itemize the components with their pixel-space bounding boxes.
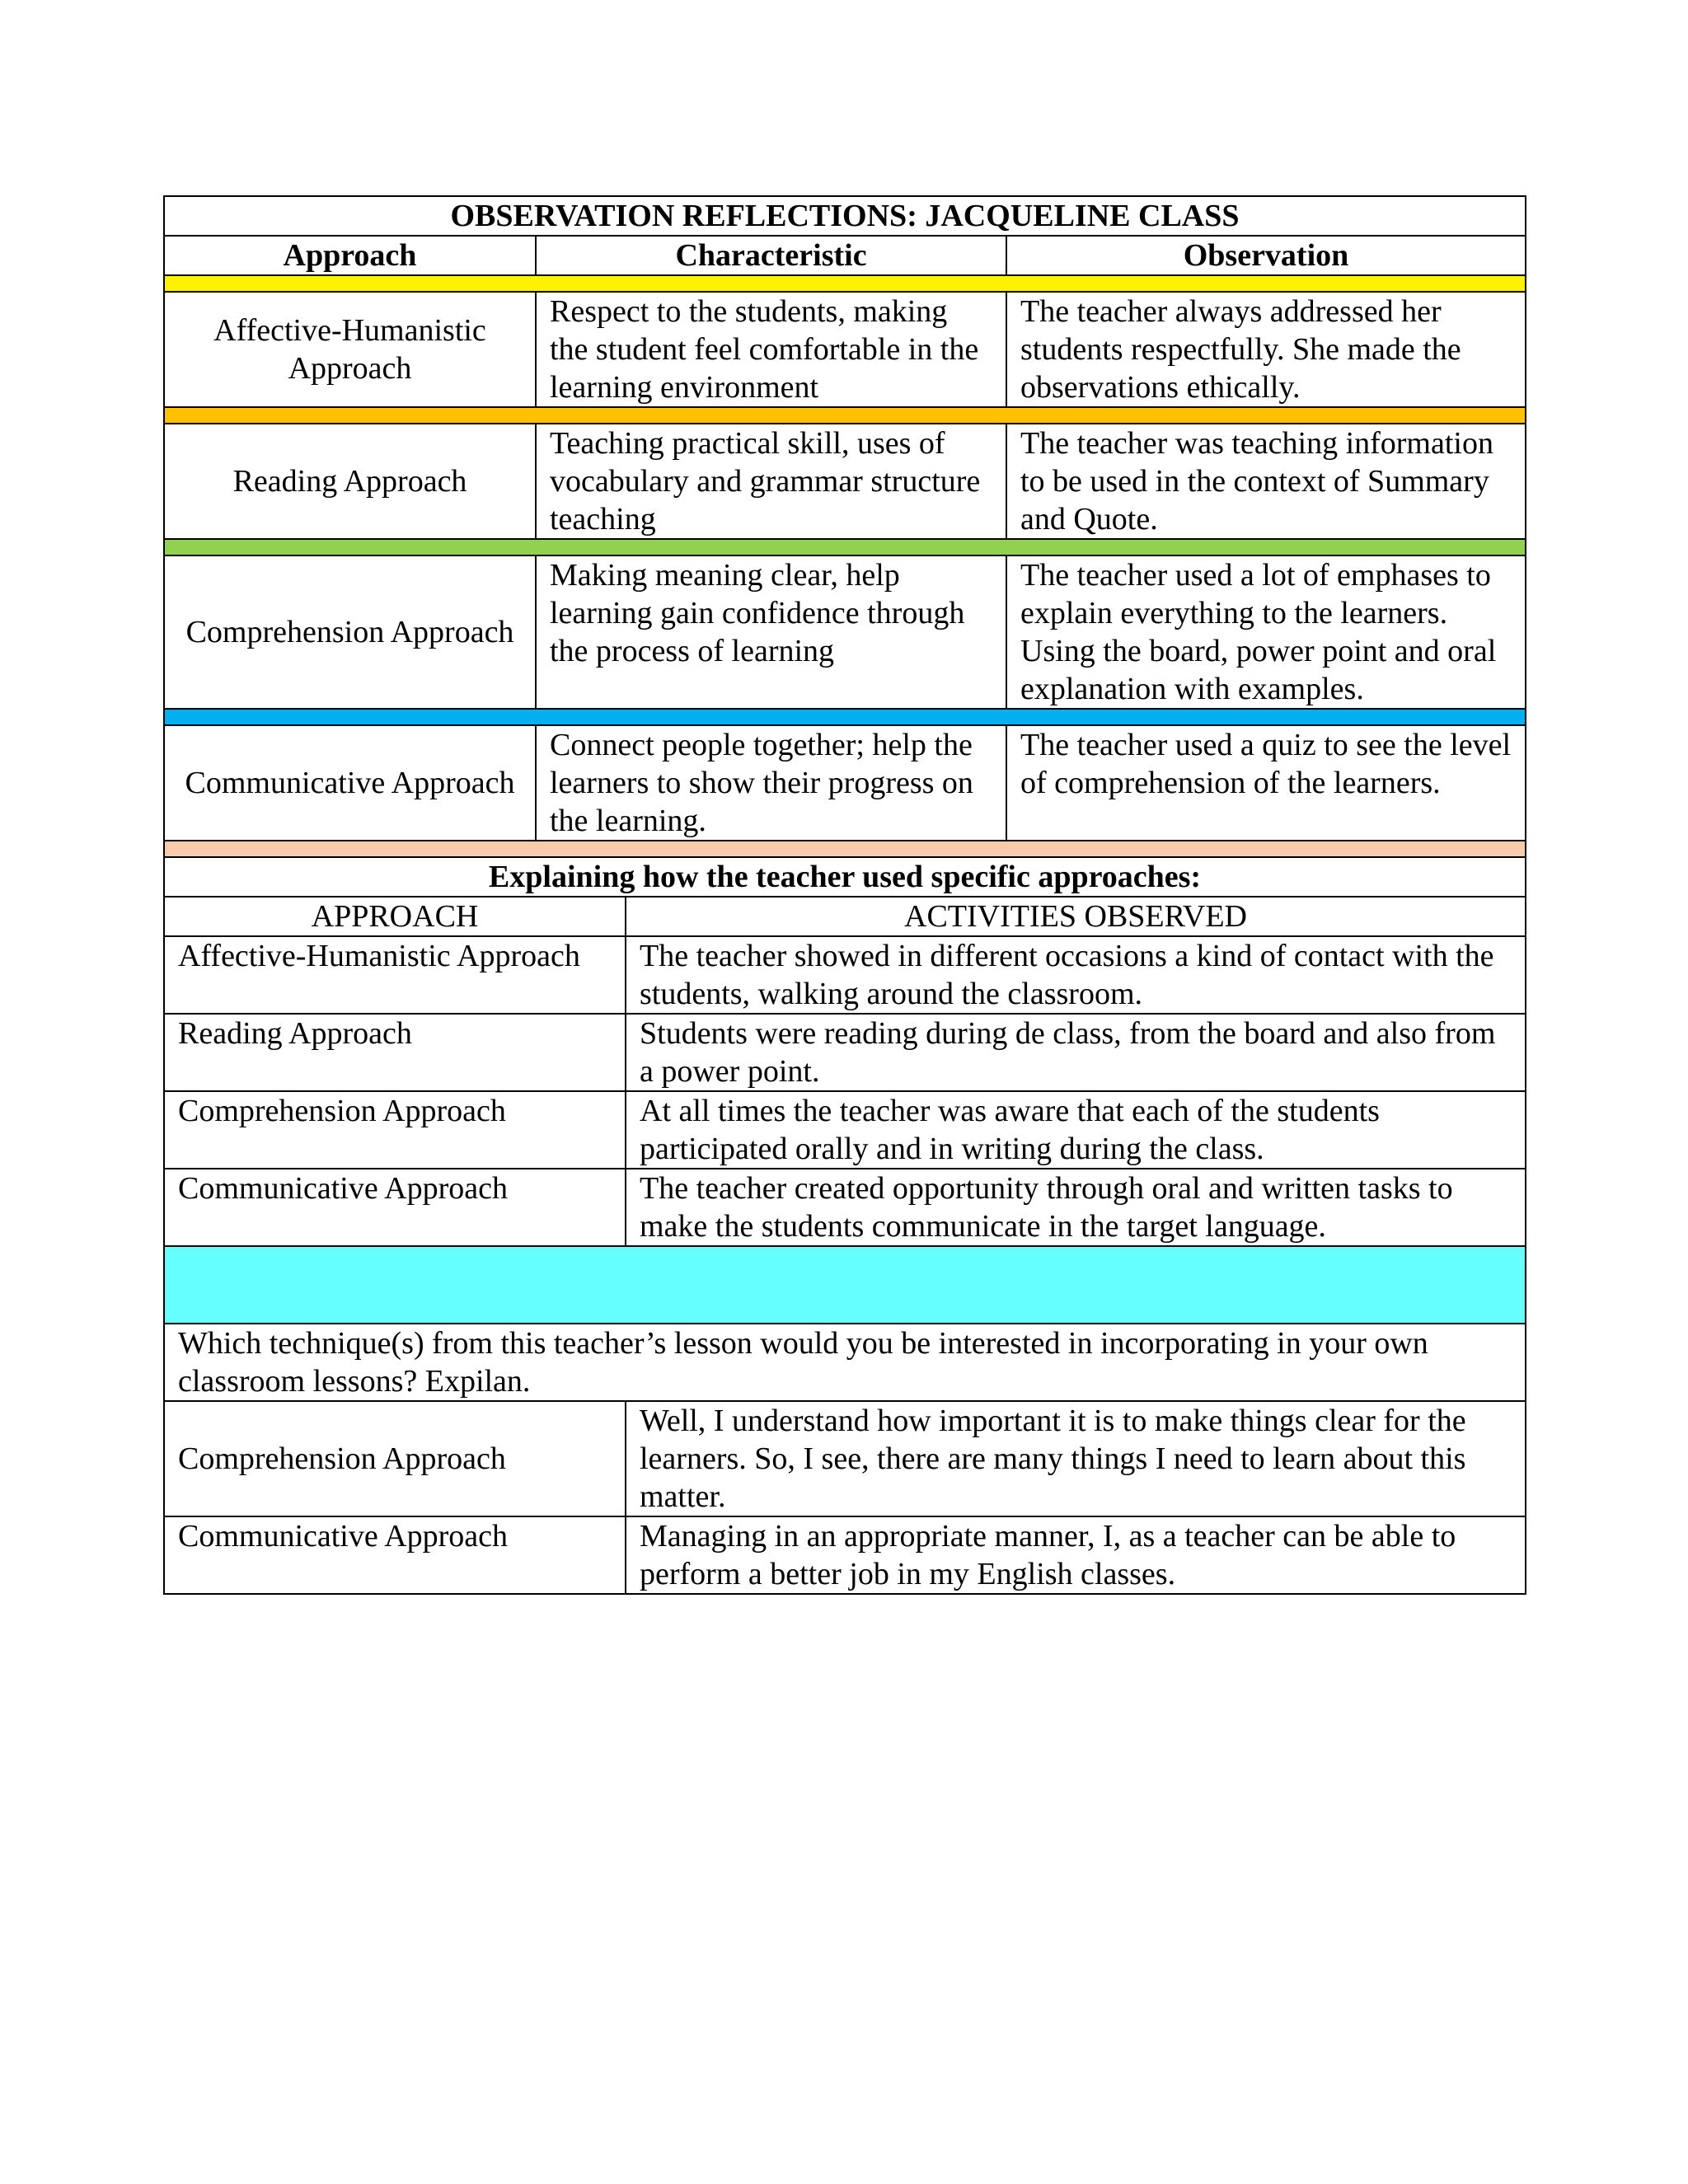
techniques-question: Which technique(s) from this teacher’s lesson would you be interested in incorporating in your own classroom lessons? Expilan. bbox=[164, 1324, 1526, 1401]
activity-approach: Reading Approach bbox=[164, 1014, 626, 1091]
technique-approach: Comprehension Approach bbox=[164, 1401, 626, 1516]
row-characteristic: Respect to the students, making the student feel comfortable in the learning environment bbox=[536, 292, 1006, 407]
observation-table bbox=[163, 195, 1526, 858]
activity-approach: Comprehension Approach bbox=[164, 1091, 626, 1169]
table-row bbox=[164, 424, 1526, 539]
observation-document bbox=[163, 195, 1525, 1595]
row-observation: The teacher used a quiz to see the level of comprehension of the learners. bbox=[1006, 725, 1526, 841]
activities-heading: Explaining how the teacher used specific approaches: bbox=[164, 857, 1526, 897]
activities-col-activities: ACTIVITIES OBSERVED bbox=[626, 897, 1526, 936]
row-approach: Communicative Approach bbox=[164, 725, 536, 841]
color-band-orange bbox=[164, 407, 1526, 424]
activity-description: The teacher created opportunity through oral and written tasks to make the students communicate in the target language. bbox=[626, 1169, 1526, 1246]
header-observation: Observation bbox=[1006, 236, 1526, 275]
table-row bbox=[164, 1014, 1526, 1091]
row-characteristic: Connect people together; help the learners to show their progress on the learning. bbox=[536, 725, 1006, 841]
table-row bbox=[164, 1091, 1526, 1169]
table-row bbox=[164, 1169, 1526, 1246]
row-observation: The teacher always addressed her students respectfully. She made the observations ethically. bbox=[1006, 292, 1526, 407]
color-band-cyan bbox=[164, 1246, 1526, 1324]
color-band-blue bbox=[164, 709, 1526, 725]
activities-table bbox=[163, 856, 1526, 1324]
table-row bbox=[164, 555, 1526, 709]
table-row bbox=[164, 292, 1526, 407]
row-approach: Reading Approach bbox=[164, 424, 536, 539]
row-approach: Comprehension Approach bbox=[164, 555, 536, 709]
table-row bbox=[164, 1516, 1526, 1594]
row-characteristic: Teaching practical skill, uses of vocabulary and grammar structure teaching bbox=[536, 424, 1006, 539]
header-approach: Approach bbox=[164, 236, 536, 275]
activity-description: Students were reading during de class, from the board and also from a power point. bbox=[626, 1014, 1526, 1091]
activity-approach: Affective-Humanistic Approach bbox=[164, 936, 626, 1014]
row-approach: Affective-Humanistic Approach bbox=[164, 292, 536, 407]
table-row bbox=[164, 725, 1526, 841]
row-observation: The teacher was teaching information to be used in the context of Summary and Quote. bbox=[1006, 424, 1526, 539]
activity-description: At all times the teacher was aware that each of the students participated orally and in writing during the class. bbox=[626, 1091, 1526, 1169]
color-band-peach bbox=[164, 841, 1526, 857]
technique-approach: Communicative Approach bbox=[164, 1516, 626, 1594]
header-characteristic: Characteristic bbox=[536, 236, 1006, 275]
color-band-green bbox=[164, 539, 1526, 555]
activity-approach: Communicative Approach bbox=[164, 1169, 626, 1246]
table-row bbox=[164, 936, 1526, 1014]
document-title: OBSERVATION REFLECTIONS: JACQUELINE CLASS bbox=[164, 196, 1526, 236]
techniques-table bbox=[163, 1323, 1526, 1595]
color-band-yellow bbox=[164, 275, 1526, 292]
technique-answer: Well, I understand how important it is to make things clear for the learners. So, I see, there are many things I need to learn about this matter. bbox=[626, 1401, 1526, 1516]
row-characteristic: Making meaning clear, help learning gain confidence through the process of learning bbox=[536, 555, 1006, 709]
technique-answer: Managing in an appropriate manner, I, as a teacher can be able to perform a better job in my English classes. bbox=[626, 1516, 1526, 1594]
table-row bbox=[164, 1401, 1526, 1516]
activity-description: The teacher showed in different occasions a kind of contact with the students, walking around the classroom. bbox=[626, 936, 1526, 1014]
activities-col-approach: APPROACH bbox=[164, 897, 626, 936]
row-observation: The teacher used a lot of emphases to explain everything to the learners. Using the board, power point and oral explanation with examples. bbox=[1006, 555, 1526, 709]
